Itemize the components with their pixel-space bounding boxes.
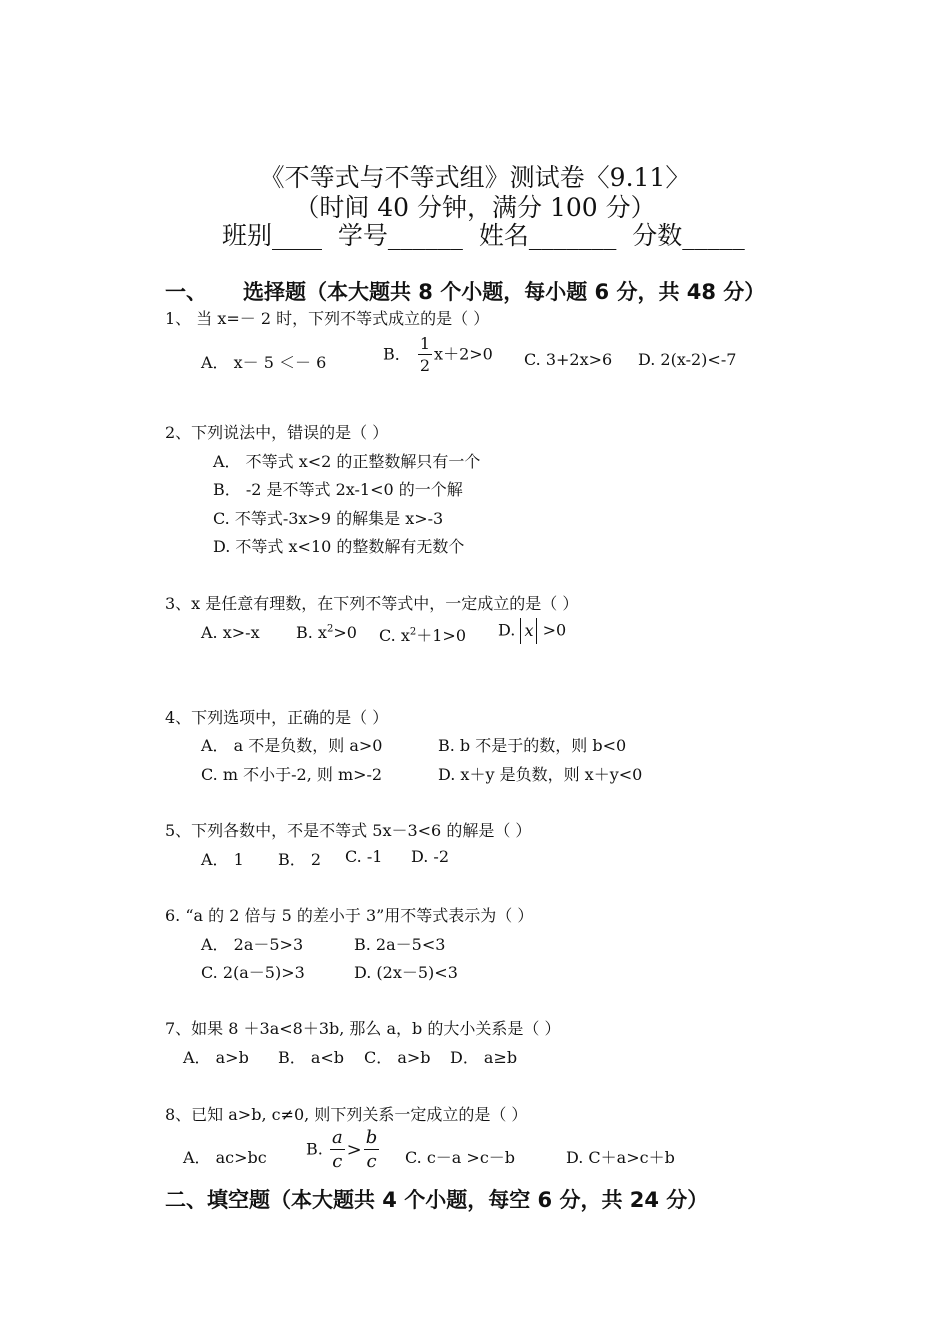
section2-title: 二、填空题（本大题共 4 个小题，每空 6 分，共 24 分）	[165, 1188, 709, 1212]
q2-option-c: C. 不等式-3x>9 的解集是 x>-3	[213, 509, 444, 528]
q7-stem: 7、如果 8 ＋3a<8＋3b, 那么 a，b 的大小关系是（ ）	[165, 1019, 561, 1038]
q3-stem: 3、x 是任意有理数，在下列不等式中，一定成立的是（ ）	[165, 594, 579, 613]
q2-option-a: A． 不等式 x<2 的正整数解只有一个	[213, 452, 481, 471]
q4-option-c: C. m 不小于-2, 则 m>-2	[201, 765, 383, 784]
q8-stem: 8、已知 a>b, c≠0, 则下列关系一定成立的是（ ）	[165, 1105, 528, 1124]
section1-title: 选择题（本大题共 8 个小题，每小题 6 分，共 48 分）	[243, 280, 766, 304]
fraction-denominator: c	[332, 1151, 343, 1172]
q4-stem: 4、下列选项中，正确的是（ ）	[165, 708, 389, 727]
q6-stem: 6. “a 的 2 倍与 5 的差小于 3”用不等式表示为（ ）	[165, 906, 534, 925]
q3-option-d-prefix: D.	[498, 620, 516, 640]
fraction-one-half	[418, 336, 432, 374]
q5-option-c: C. -1	[345, 847, 383, 866]
greater-than-symbol: >	[346, 1139, 362, 1161]
fraction-a-over-c	[330, 1129, 345, 1171]
q4-option-b: B. b 不是于的数，则 b<0	[438, 736, 627, 755]
q1-option-c: C. 3+2x>6	[524, 350, 613, 369]
fraction-numerator: 1	[419, 334, 431, 353]
q1-stem: 1、 当 x=－ 2 时，下列不等式成立的是（ ）	[165, 309, 490, 328]
q2-option-d: D. 不等式 x<10 的整数解有无数个	[213, 537, 465, 556]
q3-option-d-suffix: >0	[542, 620, 567, 640]
q3-option-b-exponent: 2	[326, 623, 334, 635]
name-field: 姓名_______	[478, 221, 617, 250]
q6-option-b: B. 2a－5<3	[354, 935, 446, 954]
q8-option-c: C. c－a >c－b	[405, 1148, 516, 1167]
q1-option-b-prefix: B．	[383, 344, 411, 364]
q2-option-b: B． -2 是不等式 2x-1<0 的一个解	[213, 480, 463, 499]
q1-option-b-expr: x＋2>0	[434, 344, 493, 364]
q1-option-a: A． x－ 5 ＜－ 6	[201, 353, 327, 372]
q7-option-c: C． a>b	[364, 1048, 431, 1067]
q2-stem: 2、下列说法中，错误的是（ ）	[165, 423, 389, 442]
section1-number: 一、	[165, 280, 207, 304]
q8-option-b	[306, 1129, 381, 1171]
q7-option-b: B． a<b	[278, 1048, 345, 1067]
q5-option-d: D. -2	[411, 847, 450, 866]
q8-option-b-prefix: B.	[306, 1139, 323, 1159]
exam-subtitle: （时间 40 分钟，满分 100 分）	[294, 193, 656, 222]
q4-option-a: A． a 不是负数，则 a>0	[201, 736, 383, 755]
q1-option-d: D. 2(x-2)<-7	[638, 350, 737, 369]
score-field: 分数_____	[632, 221, 745, 250]
fraction-numerator: a	[331, 1127, 343, 1148]
exam-title: 《不等式与不等式组》测试卷〈9.11〉	[259, 163, 691, 192]
q6-option-a: A． 2a－5>3	[201, 935, 304, 954]
q5-option-a: A． 1	[201, 850, 244, 869]
q3-option-d	[498, 618, 566, 644]
student-info-line	[222, 216, 745, 252]
fraction-b-over-c	[364, 1129, 380, 1171]
fraction-denominator: 2	[419, 356, 431, 375]
q3-option-b-base: B. x	[296, 623, 327, 642]
q3-option-b	[296, 623, 357, 642]
q5-stem: 5、下列各数中，不是不等式 5x－3<6 的解是（ ）	[165, 821, 532, 840]
student-id-field: 学号______	[337, 221, 463, 250]
q6-option-d: D. (2x－5)<3	[354, 963, 458, 982]
fraction-numerator: b	[365, 1127, 378, 1148]
q3-option-c	[379, 623, 466, 646]
q3-option-a: A. x>-x	[201, 623, 260, 642]
q7-option-d: D． a≥b	[450, 1048, 518, 1067]
absolute-value-x: x	[520, 618, 537, 644]
q7-option-a: A． a>b	[183, 1048, 249, 1067]
q3-option-c-rest: ＋1>0	[416, 626, 467, 645]
class-field: 班别____	[222, 221, 323, 250]
q3-option-b-rest: >0	[333, 623, 357, 642]
q1-option-b	[383, 336, 493, 374]
q3-option-c-base: C. x	[379, 626, 410, 645]
q4-option-d: D. x＋y 是负数，则 x＋y<0	[438, 765, 643, 784]
q8-option-a: A． ac>bc	[183, 1148, 267, 1167]
fraction-denominator: c	[366, 1151, 377, 1172]
q8-option-d: D. C＋a>c＋b	[566, 1148, 675, 1167]
q5-option-b: B． 2	[278, 850, 322, 869]
q3-option-c-exponent: 2	[409, 626, 417, 638]
q6-option-c: C. 2(a－5)>3	[201, 963, 305, 982]
